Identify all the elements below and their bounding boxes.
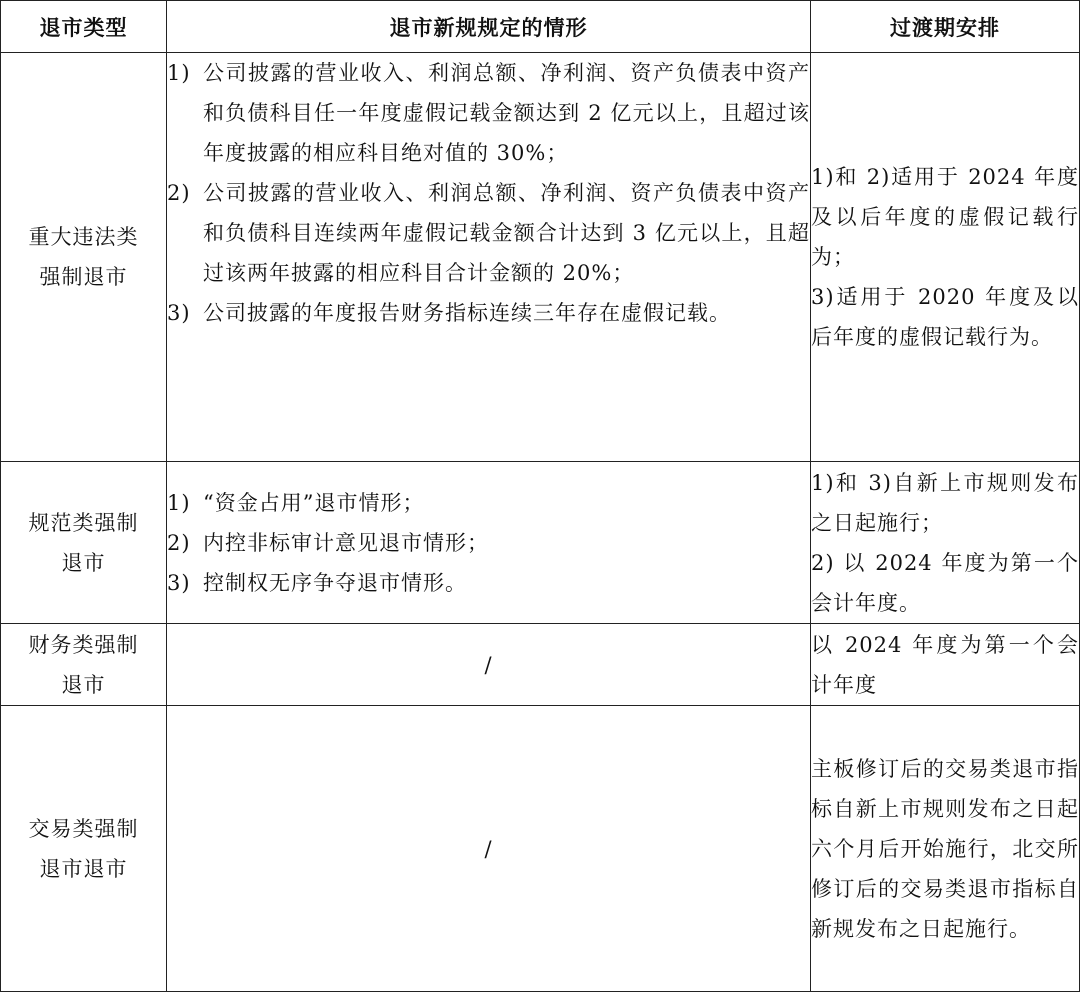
header-delisting-type: 退市类型 — [1, 1, 167, 53]
delisting-type-text: 重大违法类强制退市 — [28, 225, 139, 289]
list-item — [167, 563, 810, 603]
list-item — [167, 523, 810, 563]
situations-list — [167, 483, 810, 603]
delisting-type-cell — [1, 53, 167, 462]
transition-text: 以 2024 年度为第一个会计年度 — [811, 632, 1079, 697]
delisting-type-cell — [1, 462, 167, 624]
list-item-text: 公司披露的营业收入、利润总额、净利润、资产负债表中资产和负债科目任一年度虚假记载金额达到 2 亿元以上，且超过该年度披露的相应科目绝对值的 30%； — [203, 61, 810, 165]
transition-text: 2) 以 2024 年度为第一个会计年度。 — [811, 550, 1079, 615]
transition-cell — [811, 53, 1080, 462]
delisting-type-text: 规范类强制退市 — [28, 510, 139, 575]
list-item — [167, 293, 810, 333]
situations-cell: / — [167, 624, 811, 706]
transition-cell — [811, 462, 1080, 624]
situations-cell — [167, 53, 811, 462]
list-marker: 2) — [167, 530, 191, 555]
list-item-text: 公司披露的营业收入、利润总额、净利润、资产负债表中资产和负债科目连续两年虚假记载金额合计达到 3 亿元以上，且超过该两年披露的相应科目合计金额的 20%； — [203, 181, 810, 285]
delisting-type-cell — [1, 706, 167, 992]
table-row — [1, 624, 1080, 706]
transition-cell — [811, 706, 1080, 992]
situations-cell: / — [167, 706, 811, 992]
table-row — [1, 706, 1080, 992]
transition-text: 1)和 2)适用于 2024 年度及以后年度的虚假记载行为； — [811, 165, 1079, 269]
header-transition: 过渡期安排 — [811, 1, 1080, 53]
list-marker: 1) — [167, 490, 191, 515]
list-marker: 3) — [167, 301, 191, 325]
transition-text: 主板修订后的交易类退市指标自新上市规则发布之日起六个月后开始施行，北交所修订后的交易类退市指标自新规发布之日起施行。 — [811, 756, 1079, 941]
table-row — [1, 53, 1080, 462]
header-situations: 退市新规规定的情形 — [167, 1, 811, 53]
list-item — [167, 173, 810, 293]
transition-text: 3)适用于 2020 年度及以后年度的虚假记载行为。 — [811, 285, 1079, 349]
list-item-text: 公司披露的年度报告财务指标连续三年存在虚假记载。 — [203, 301, 731, 325]
list-item-text: 控制权无序争夺退市情形。 — [203, 570, 467, 595]
list-item-text: “资金占用”退市情形； — [203, 490, 425, 515]
table-row — [1, 462, 1080, 624]
list-marker: 2) — [167, 181, 191, 205]
list-marker: 3) — [167, 570, 191, 595]
delisting-type-cell — [1, 624, 167, 706]
list-item-text: 内控非标审计意见退市情形； — [203, 530, 489, 555]
delisting-type-text: 财务类强制退市 — [28, 632, 139, 697]
transition-cell — [811, 624, 1080, 706]
situations-list — [167, 53, 810, 333]
situations-cell — [167, 462, 811, 624]
table-header-row — [1, 1, 1080, 53]
transition-text: 1)和 3)自新上市规则发布之日起施行； — [811, 470, 1079, 535]
list-marker: 1) — [167, 61, 191, 85]
delisting-type-text: 交易类强制退市退市 — [28, 816, 139, 881]
list-item — [167, 483, 810, 523]
list-item — [167, 53, 810, 173]
